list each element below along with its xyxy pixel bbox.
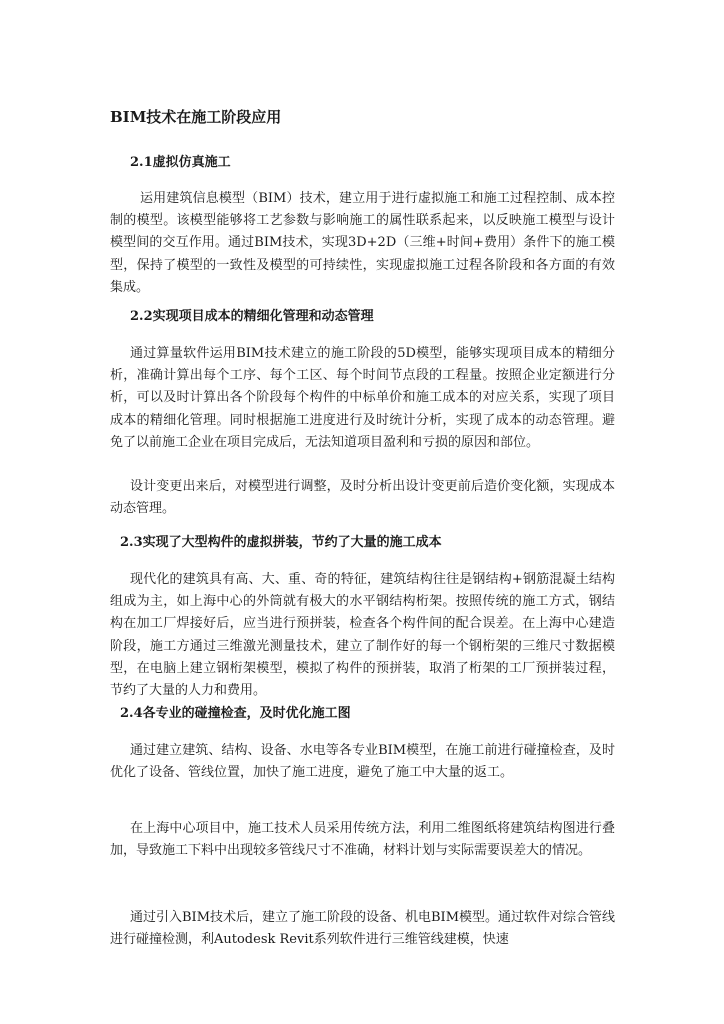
section-heading-2-2: 2.2实现项目成本的精细化管理和动态管理 [130, 309, 374, 324]
section-2-2-paragraph-2: 设计变更出来后，对模型进行调整，及时分析出设计变更前后造价变化额，实现成本动态管理。 [110, 479, 615, 517]
document-title: BIM技术在施工阶段应用 [110, 108, 282, 126]
section-2-4-paragraph-2: 在上海中心项目中，施工技术人员采用传统方法，利用二维图纸将建筑结构图进行叠加，导致施工下料中出现较多管线尺寸不准确，材料计划与实际需要误差大的情况。 [110, 821, 615, 859]
section-heading-2-1: 2.1虚拟仿真施工 [130, 155, 231, 170]
section-2-1-paragraph: 运用建筑信息模型（BIM）技术，建立用于进行虚拟施工和施工过程控制、成本控制的模型。该模型能够将工艺参数与影响施工的属性联系起来，以反映施工模型与设计模型间的交互作用。通过BIM技术，实现3D+2D（三维+时间+费用）条件下的施工模型，保持了模型的一致性及模型的可持续性，实现虚拟施工过程各阶段和各方面的有效集成。 [110, 191, 616, 295]
section-2-4-paragraph-1: 通过建立建筑、结构、设备、水电等各专业BIM模型，在施工前进行碰撞检查，及时优化了设备、管线位置，加快了施工进度，避免了施工中大量的返工。 [110, 743, 615, 781]
section-heading-2-3: 2.3实现了大型构件的虚拟拼装，节约了大量的施工成本 [120, 535, 442, 550]
section-heading-2-4: 2.4各专业的碰撞检查，及时优化施工图 [120, 706, 351, 721]
section-2-2-paragraph-1: 通过算量软件运用BIM技术建立的施工阶段的5D模型，能够实现项目成本的精细分析，准确计算出每个工序、每个工区、每个时间节点段的工程量。按照企业定额进行分析，可以及时计算出各个阶段每个构件的中标单价和施工成本的对应关系，实现了项目成本的精细化管理。同时根据施工进度进行及时统计分析，实现了成本的动态管理。避免了以前施工企业在项目完成后，无法知道项目盈利和亏损的原因和部位。 [110, 346, 615, 450]
section-2-4-paragraph-3: 通过引入BIM技术后，建立了施工阶段的设备、机电BIM模型。通过软件对综合管线进行碰撞检测，利Autodesk Revit系列软件进行三维管线建模，快速 [110, 910, 615, 948]
section-2-3-paragraph: 现代化的建筑具有高、大、重、奇的特征，建筑结构往往是钢结构+钢筋混凝土结构组成为主，如上海中心的外筒就有极大的水平钢结构桁架。按照传统的施工方式，钢结构在加工厂焊接好后，应当进行预拼装，检查各个构件间的配合误差。在上海中心建造阶段，施工方通过三维激光测量技术，建立了制作好的每一个钢桁架的三维尺寸数据模型，在电脑上建立钢桁架模型，模拟了构件的预拼装，取消了桁架的工厂预拼装过程，节约了大量的人力和费用。 [110, 572, 615, 699]
